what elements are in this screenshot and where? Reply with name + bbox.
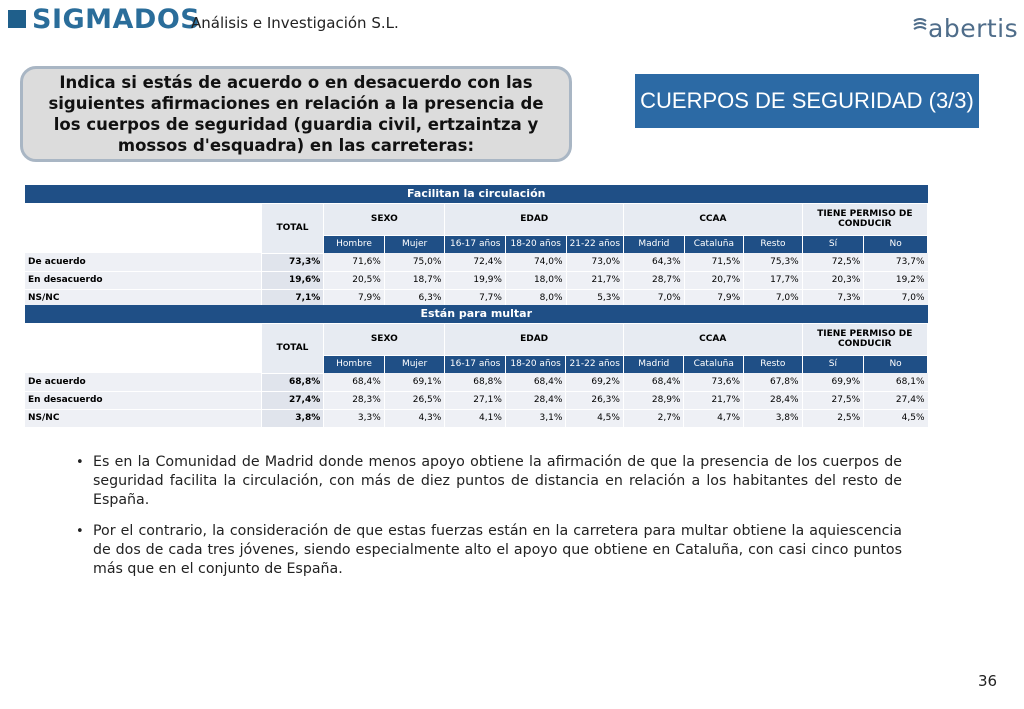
cell-value: 19,9%	[445, 271, 506, 289]
cell-value: 6,3%	[384, 289, 445, 307]
column-subheader: 16-17 años	[445, 235, 506, 253]
column-header-total: TOTAL	[261, 323, 324, 373]
cell-value: 74,0%	[505, 253, 566, 271]
cell-value: 7,3%	[802, 289, 864, 307]
cell-value: 8,0%	[505, 289, 566, 307]
abertis-logo-icon	[912, 17, 928, 33]
cell-value: 21,7%	[566, 271, 624, 289]
column-group-header: SEXO	[324, 203, 445, 235]
column-subheader: No	[864, 355, 928, 373]
cell-value: 4,5%	[566, 409, 624, 427]
total-value: 19,6%	[261, 271, 324, 289]
cell-value: 68,4%	[324, 373, 385, 391]
row-label: De acuerdo	[25, 253, 261, 271]
cell-value: 4,5%	[864, 409, 928, 427]
cell-value: 28,3%	[324, 391, 385, 409]
cell-value: 72,5%	[802, 253, 864, 271]
column-subheader: No	[864, 235, 928, 253]
header-empty	[25, 323, 261, 373]
cell-value: 3,1%	[505, 409, 566, 427]
column-subheader: 21-22 años	[566, 355, 624, 373]
column-subheader: 16-17 años	[445, 355, 506, 373]
cell-value: 28,4%	[744, 391, 803, 409]
cell-value: 68,8%	[445, 373, 506, 391]
cell-value: 73,0%	[566, 253, 624, 271]
cell-value: 7,7%	[445, 289, 506, 307]
cell-value: 21,7%	[684, 391, 744, 409]
cell-value: 3,8%	[744, 409, 803, 427]
cell-value: 20,5%	[324, 271, 385, 289]
column-subheader: 21-22 años	[566, 235, 624, 253]
cell-value: 2,7%	[623, 409, 684, 427]
total-value: 3,8%	[261, 409, 324, 427]
cell-value: 4,1%	[445, 409, 506, 427]
cell-value: 28,7%	[624, 271, 685, 289]
column-subheader: Cataluña	[684, 235, 744, 253]
cell-value: 18,7%	[384, 271, 445, 289]
row-label: NS/NC	[25, 409, 261, 427]
bullet-item: • Por el contrario, la consideración de que estas fuerzas están en la carretera para multar obtiene la aquiescencia de dos de cada tres jóvenes, siendo especialmente alto el apoyo que obtiene en Cataluña, con casi cinco puntos más que en el conjunto de España.	[76, 522, 902, 579]
cell-value: 69,1%	[384, 373, 445, 391]
cell-value: 71,5%	[684, 253, 744, 271]
table-row	[25, 253, 928, 271]
cell-value: 20,3%	[802, 271, 864, 289]
column-subheader: Sí	[802, 355, 864, 373]
sigmados-logo: SIGMADOS	[32, 4, 201, 35]
cell-value: 27,5%	[802, 391, 864, 409]
row-label: En desacuerdo	[25, 271, 261, 289]
column-subheader: Madrid	[623, 355, 684, 373]
cell-value: 3,3%	[324, 409, 385, 427]
total-value: 73,3%	[261, 253, 324, 271]
bullet-list	[76, 453, 902, 591]
cell-value: 68,4%	[505, 373, 566, 391]
cell-value: 4,7%	[684, 409, 744, 427]
table-facilitan	[25, 185, 928, 308]
section-title: CUERPOS DE SEGURIDAD (3/3)	[635, 74, 979, 128]
cell-value: 27,1%	[445, 391, 506, 409]
column-group-header: SEXO	[324, 323, 445, 355]
cell-value: 71,6%	[324, 253, 385, 271]
cell-value: 7,9%	[324, 289, 385, 307]
cell-value: 75,0%	[384, 253, 445, 271]
cell-value: 26,5%	[384, 391, 445, 409]
row-label: NS/NC	[25, 289, 261, 307]
column-subheader: Cataluña	[684, 355, 744, 373]
cell-value: 68,4%	[623, 373, 684, 391]
cell-value: 28,9%	[623, 391, 684, 409]
abertis-logo: abertis	[928, 14, 1019, 43]
total-value: 7,1%	[261, 289, 324, 307]
cell-value: 27,4%	[864, 391, 928, 409]
cell-value: 68,1%	[864, 373, 928, 391]
column-group-header: TIENE PERMISO DE CONDUCIR	[802, 203, 927, 235]
cell-value: 7,0%	[744, 289, 803, 307]
cell-value: 28,4%	[505, 391, 566, 409]
cell-value: 26,3%	[566, 391, 624, 409]
row-label: En desacuerdo	[25, 391, 261, 409]
cell-value: 2,5%	[802, 409, 864, 427]
cell-value: 18,0%	[505, 271, 566, 289]
column-subheader: Mujer	[384, 235, 445, 253]
cell-value: 7,9%	[684, 289, 744, 307]
column-group-header: EDAD	[445, 323, 624, 355]
column-subheader: Sí	[802, 235, 864, 253]
cell-value: 5,3%	[566, 289, 624, 307]
column-subheader: Hombre	[324, 235, 385, 253]
table-row	[25, 409, 928, 427]
page-number: 36	[978, 672, 998, 690]
table-row	[25, 271, 928, 289]
cell-value: 69,9%	[802, 373, 864, 391]
cell-value: 20,7%	[684, 271, 744, 289]
crosstab	[25, 185, 928, 308]
cell-value: 7,0%	[624, 289, 685, 307]
column-subheader: 18-20 años	[505, 235, 566, 253]
cell-value: 69,2%	[566, 373, 624, 391]
column-subheader: Resto	[744, 355, 803, 373]
crosstab	[25, 305, 928, 428]
header-empty	[25, 203, 261, 253]
table-title: Facilitan la circulación	[25, 185, 928, 203]
cell-value: 67,8%	[744, 373, 803, 391]
column-group-header: TIENE PERMISO DE CONDUCIR	[802, 323, 927, 355]
table-row	[25, 391, 928, 409]
cell-value: 72,4%	[445, 253, 506, 271]
column-subheader: 18-20 años	[505, 355, 566, 373]
column-group-header: CCAA	[623, 323, 802, 355]
column-group-header: EDAD	[445, 203, 624, 235]
table-title: Están para multar	[25, 305, 928, 323]
column-subheader: Mujer	[384, 355, 445, 373]
column-subheader: Hombre	[324, 355, 385, 373]
table-multar	[25, 305, 928, 428]
question-box	[20, 66, 572, 162]
column-header-total: TOTAL	[261, 203, 324, 253]
total-value: 27,4%	[261, 391, 324, 409]
cell-value: 64,3%	[624, 253, 685, 271]
cell-value: 7,0%	[864, 289, 928, 307]
cell-value: 75,3%	[744, 253, 803, 271]
total-value: 68,8%	[261, 373, 324, 391]
cell-value: 73,7%	[864, 253, 928, 271]
column-subheader: Resto	[744, 235, 803, 253]
bullet-item: • Es en la Comunidad de Madrid donde menos apoyo obtiene la afirmación de que la presencia de los cuerpos de seguridad facilita la circulación, con más de diez puntos de distancia en relación a los habitantes del resto de España.	[76, 453, 902, 510]
cell-value: 17,7%	[744, 271, 803, 289]
question-text: Indica si estás de acuerdo o en desacuerdo con las siguientes afirmaciones en relación a la presencia de los cuerpos de seguridad (guardia civil, ertzaintza y mossos d'esquadra) en las carreteras:	[48, 73, 544, 155]
column-group-header: CCAA	[624, 203, 803, 235]
row-label: De acuerdo	[25, 373, 261, 391]
table-row	[25, 373, 928, 391]
sigmados-logo-mark	[8, 10, 26, 28]
cell-value: 4,3%	[384, 409, 445, 427]
cell-value: 19,2%	[864, 271, 928, 289]
company-subtitle: Análisis e Investigación S.L.	[191, 14, 399, 32]
column-subheader: Madrid	[624, 235, 685, 253]
cell-value: 73,6%	[684, 373, 744, 391]
